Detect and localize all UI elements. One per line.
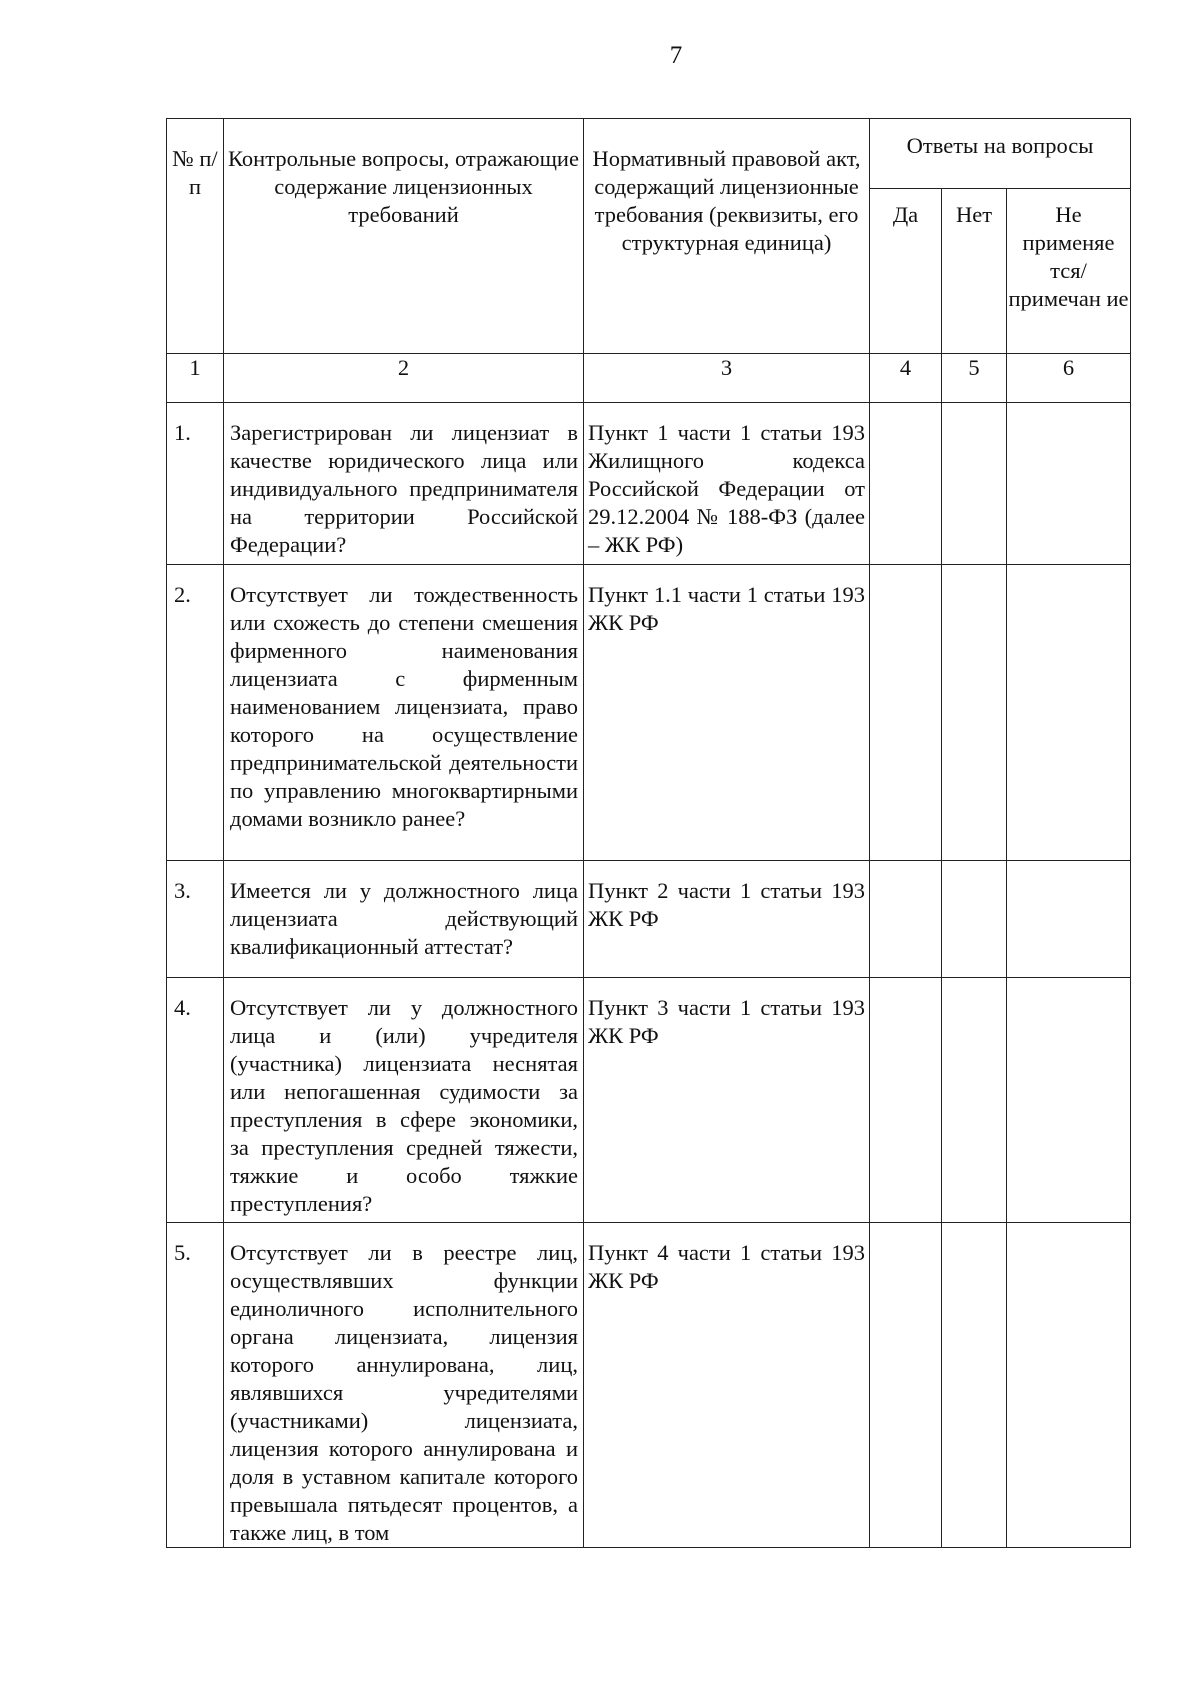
- answer-na-cell[interactable]: [1007, 861, 1131, 978]
- header-control-questions: Контрольные вопросы, отражающие содержание лицензионных требований: [224, 119, 584, 354]
- answer-no-cell[interactable]: [942, 1223, 1007, 1548]
- column-number: 3: [584, 354, 870, 403]
- header-no: Нет: [942, 189, 1007, 354]
- answer-na-cell[interactable]: [1007, 978, 1131, 1223]
- answer-yes-cell[interactable]: [870, 861, 942, 978]
- column-number: 2: [224, 354, 584, 403]
- header-yes: Да: [870, 189, 942, 354]
- answer-na-cell[interactable]: [1007, 403, 1131, 565]
- table-row: [167, 978, 1131, 1223]
- column-number: 5: [942, 354, 1007, 403]
- legal-act-reference: Пункт 1 части 1 статьи 193 Жилищного кодекса Российской Федерации от 29.12.2004 № 188-ФЗ (далее – ЖК РФ): [584, 403, 870, 565]
- column-number-row: [167, 354, 1131, 403]
- table-row: [167, 861, 1131, 978]
- legal-act-reference: Пункт 4 части 1 статьи 193 ЖК РФ: [584, 1223, 870, 1548]
- control-question: Отсутствует ли тождественность или схожесть до степени смешения фирменного наименования лицензиата с фирменным наименованием лицензиата, право которого на осуществление предпринимательской деятельности по управлению многоквартирными домами возникло ранее?: [224, 565, 584, 861]
- control-question: Отсутствует ли у должностного лица и (или) учредителя (участника) лицензиата неснятая или непогашенная судимости за преступления в сфере экономики, за преступления средней тяжести, тяжкие и особо тяжкие преступления?: [224, 978, 584, 1223]
- answer-no-cell[interactable]: [942, 978, 1007, 1223]
- column-number: 4: [870, 354, 942, 403]
- page-number: 7: [669, 42, 683, 69]
- table-row: [167, 1223, 1131, 1548]
- table-row: [167, 403, 1131, 565]
- control-question: Зарегистрирован ли лицензиат в качестве юридического лица или индивидуального предпринимателя на территории Российской Федерации?: [224, 403, 584, 565]
- answer-yes-cell[interactable]: [870, 1223, 942, 1548]
- row-number: 1.: [167, 403, 224, 565]
- row-number: 2.: [167, 565, 224, 861]
- control-question: Имеется ли у должностного лица лицензиата действующий квалификационный аттестат?: [224, 861, 584, 978]
- answer-no-cell[interactable]: [942, 861, 1007, 978]
- legal-act-reference: Пункт 2 части 1 статьи 193 ЖК РФ: [584, 861, 870, 978]
- header-number: № п/п: [167, 119, 224, 354]
- header-answers: Ответы на вопросы: [870, 119, 1131, 189]
- answer-na-cell[interactable]: [1007, 565, 1131, 861]
- row-number: 4.: [167, 978, 224, 1223]
- license-requirements-table: [166, 118, 1131, 1548]
- legal-act-reference: Пункт 1.1 части 1 статьи 193 ЖК РФ: [584, 565, 870, 861]
- row-number: 5.: [167, 1223, 224, 1548]
- row-number: 3.: [167, 861, 224, 978]
- answer-yes-cell[interactable]: [870, 978, 942, 1223]
- column-number: 1: [167, 354, 224, 403]
- answer-yes-cell[interactable]: [870, 565, 942, 861]
- answer-na-cell[interactable]: [1007, 1223, 1131, 1548]
- answer-yes-cell[interactable]: [870, 403, 942, 565]
- header-legal-act: Нормативный правовой акт, содержащий лицензионные требования (реквизиты, его структурная единица): [584, 119, 870, 354]
- legal-act-reference: Пункт 3 части 1 статьи 193 ЖК РФ: [584, 978, 870, 1223]
- header-not-applicable: Не применяе тся/ примечан ие: [1007, 189, 1131, 354]
- answer-no-cell[interactable]: [942, 565, 1007, 861]
- answer-no-cell[interactable]: [942, 403, 1007, 565]
- column-number: 6: [1007, 354, 1131, 403]
- table-row: [167, 565, 1131, 861]
- control-question: Отсутствует ли в реестре лиц, осуществлявших функции единоличного исполнительного органа лицензиата, лицензия которого аннулирована, лиц, являвшихся учредителями (участниками) лицензиата, лицензия которого аннулирована и доля в уставном капитале которого превышала пятьдесят процентов, а также лиц, в том: [224, 1223, 584, 1548]
